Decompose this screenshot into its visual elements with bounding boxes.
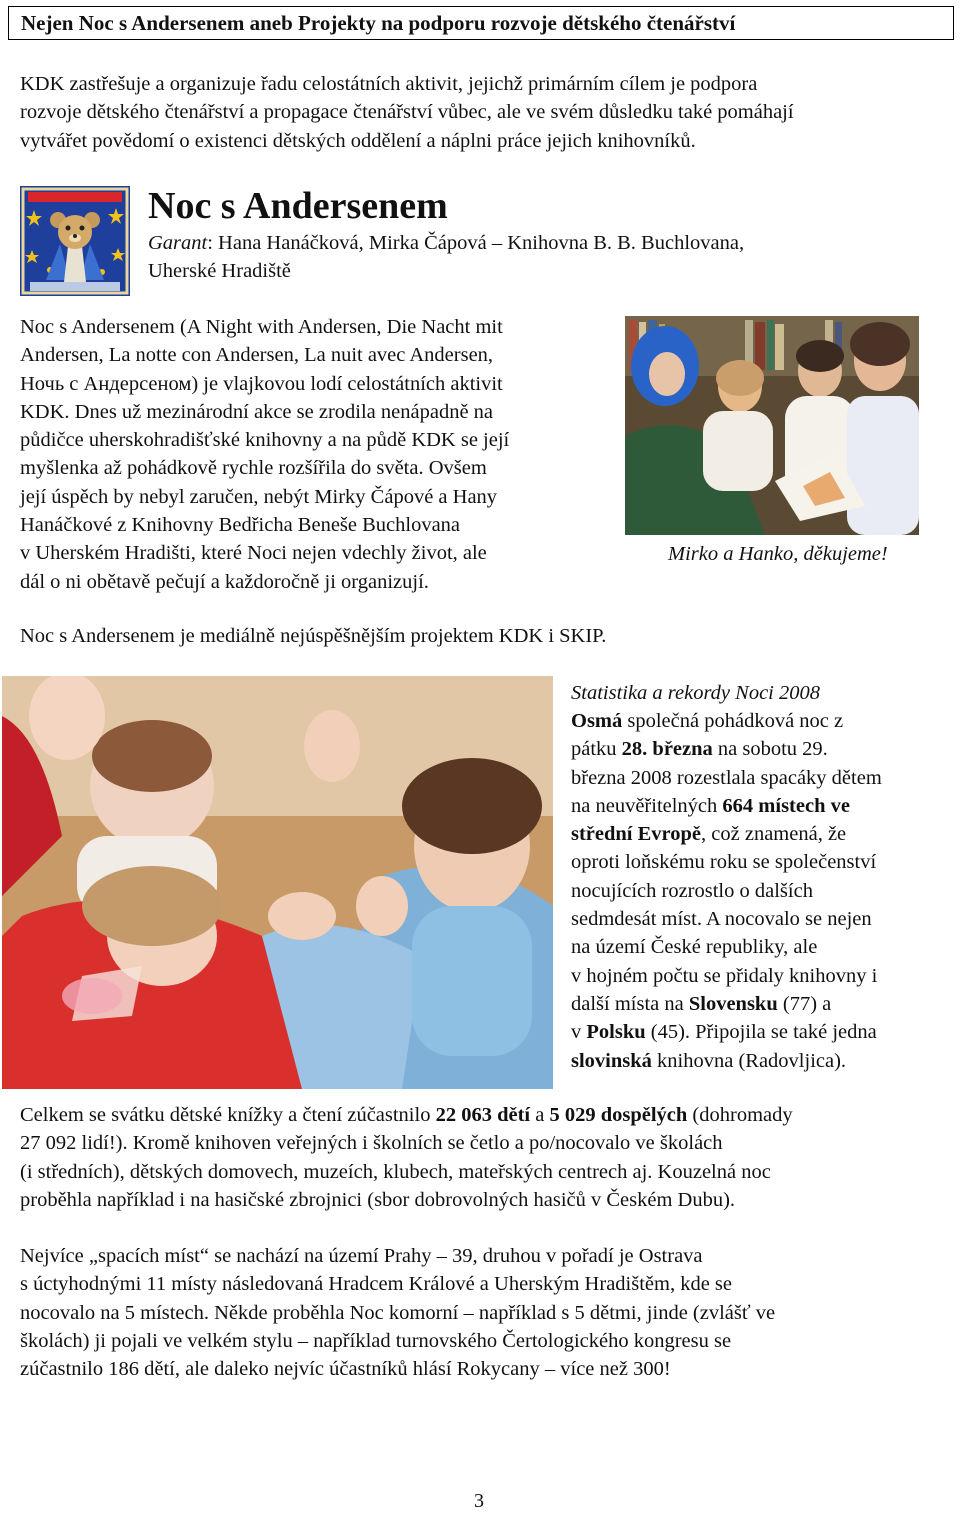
text-segment: knihovna (Radovljica).: [651, 1049, 847, 1072]
participation-paragraph: [20, 1101, 793, 1214]
text-line: [571, 990, 882, 1018]
text-line: [571, 933, 882, 961]
body-line: v Uherském Hradišti, které Noci nejen vdechly život, ale: [20, 542, 487, 565]
text-segment: Celkem se svátku dětské knížky a čtení zúčastnilo: [20, 1104, 436, 1126]
text-segment: nocujících rozrostlo o dalších: [571, 879, 813, 902]
noc-description: [20, 313, 509, 596]
intro-paragraph: [20, 70, 794, 155]
body-line: Hanáčkové z Knihovny Bedřicha Beneše Buchlovana: [20, 514, 461, 537]
noc-closing: Noc s Andersenem je mediálně nejúspěšnějším projektem KDK i SKIP.: [20, 625, 607, 647]
bold-text: střední Evropě: [571, 823, 702, 846]
librarians-reading-photo: [625, 316, 919, 535]
teddy-bear-star-icon: [20, 186, 130, 296]
text-line: [571, 905, 882, 933]
text-segment: na neuvěřitelných: [571, 794, 723, 817]
intro-line: rozvoje dětského čtenářství a propagace čtenářství vůbec, ale ve svém důsledku také pomáhají: [20, 101, 794, 124]
text-line: [571, 962, 882, 990]
bold-text: Polsku: [586, 1021, 646, 1044]
children-sleepover-photo: [2, 676, 553, 1089]
text-line: [571, 735, 882, 763]
body-line: půdičce uherskohradišťské knihovny a na půdě KDK se její: [20, 429, 510, 452]
text-segment: na území České republiky, ale: [571, 936, 818, 959]
text-segment: proběhla například i na hasičské zbrojnici (sbor dobrovolných hasičů v Českém Dubu).: [20, 1188, 736, 1211]
noc-title: Noc s Andersenem: [148, 185, 448, 227]
page-heading: Nejen Noc s Andersenem aneb Projekty na podporu rozvoje dětského čtenářství: [8, 6, 954, 40]
page-number: 3: [474, 1490, 484, 1512]
text-segment: a: [530, 1104, 550, 1126]
text-line: [571, 764, 882, 792]
noc-s-andersenem-logo: [20, 186, 130, 296]
text-segment: (77) a: [777, 992, 832, 1015]
garant-label: Garant: [148, 232, 208, 254]
locations-paragraph: [20, 1242, 775, 1383]
text-segment: (45). Připojila se také jedna: [645, 1021, 877, 1044]
garant-text-2: Uherské Hradiště: [148, 260, 291, 283]
text-line: [20, 1158, 793, 1186]
noc-garant: [148, 229, 744, 286]
garant-text: : Hana Hanáčková, Mirka Čápová – Knihovna B. B. Buchlovana,: [207, 232, 745, 254]
text-segment: v hojném počtu se přidaly knihovny i: [571, 964, 878, 987]
text-line: [571, 877, 882, 905]
body-line: Ночь с Андерсеном) je vlajkovou lodí celostátních aktivit: [20, 372, 503, 395]
text-line: [571, 1018, 882, 1046]
bold-text: 22 063 dětí: [435, 1104, 531, 1126]
intro-line: KDK zastřešuje a organizuje řadu celostátních aktivit, jejichž primárním cílem je podpora: [20, 73, 758, 95]
text-segment: další místa na: [571, 992, 689, 1015]
text-line: [571, 707, 882, 735]
bold-text: 28. března: [621, 738, 713, 761]
body-line: KDK. Dnes už mezinárodní akce se zrodila nenápadně na: [20, 400, 494, 423]
body-line: dál o ni obětavě pečují a každoročně ji organizují.: [20, 570, 429, 593]
stats-paragraph: [571, 707, 882, 1075]
body-line: nocovalo na 5 místech. Někde proběhla Noc komorní – například s 5 dětmi, jinde (zvlášť ve: [20, 1301, 776, 1324]
bold-text: Slovensku: [688, 992, 778, 1015]
text-line: [571, 1047, 882, 1075]
body-line: Andersen, La notte con Andersen, La nuit avec Andersen,: [20, 344, 494, 367]
text-segment: pátku: [571, 738, 622, 761]
text-segment: sedmdesát míst. A nocovalo se nejen: [571, 908, 872, 931]
text-segment: (dohromady: [687, 1104, 793, 1126]
text-segment: 27 092 lidí!). Kromě knihoven veřejných i školních se četlo a po/nocovalo ve školách: [20, 1132, 723, 1155]
text-line: [571, 848, 882, 876]
text-segment: společná pohádková noc z: [622, 710, 844, 732]
text-segment: března 2008 rozestlala spacáky dětem: [571, 766, 882, 789]
text-segment: na sobotu 29.: [712, 738, 828, 761]
text-segment: (i středních), dětských domovech, muzeích, klubech, mateřských centrech aj. Kouzelná noc: [20, 1160, 771, 1183]
text-segment: v: [571, 1021, 587, 1044]
text-line: [20, 1101, 793, 1129]
body-line: s úctyhodnými 11 místy následovaná Hradcem Králové a Uherským Hradištěm, kde se: [20, 1273, 733, 1296]
intro-line: vytvářet povědomí o existenci dětských oddělení a náplni práce jejich knihovníků.: [20, 129, 696, 152]
body-line: Nejvíce „spacích míst“ se nachází na území Prahy – 39, druhou v pořadí je Ostrava: [20, 1245, 703, 1267]
text-line: [571, 792, 882, 820]
body-line: Noc s Andersenem (A Night with Andersen, Die Nacht mit: [20, 316, 503, 338]
text-segment: , což znamená, že: [701, 823, 847, 846]
text-line: [20, 1186, 793, 1214]
bold-text: slovinská: [571, 1049, 652, 1072]
bold-text: Osmá: [571, 710, 623, 732]
body-line: její úspěch by nebyl zaručen, nebýt Mirky Čápové a Hany: [20, 485, 498, 508]
bold-text: 5 029 dospělých: [549, 1104, 688, 1126]
stats-heading: Statistika a rekordy Noci 2008: [571, 682, 821, 704]
photo-caption: Mirko a Hanko, děkujeme!: [668, 543, 888, 565]
body-line: zúčastnilo 186 dětí, ale daleko nejvíc účastníků hlásí Rokycany – více než 300!: [20, 1358, 671, 1381]
text-line: [20, 1129, 793, 1157]
body-line: myšlenka až pohádkově rychle rozšířila do světa. Ovšem: [20, 457, 487, 480]
body-line: školách) ji pojali ve velkém stylu – například turnovského Čertologického kongresu se: [20, 1329, 732, 1352]
bold-text: 664 místech ve: [722, 794, 850, 817]
text-line: [571, 820, 882, 848]
text-segment: oproti loňskému roku se společenství: [571, 851, 877, 874]
